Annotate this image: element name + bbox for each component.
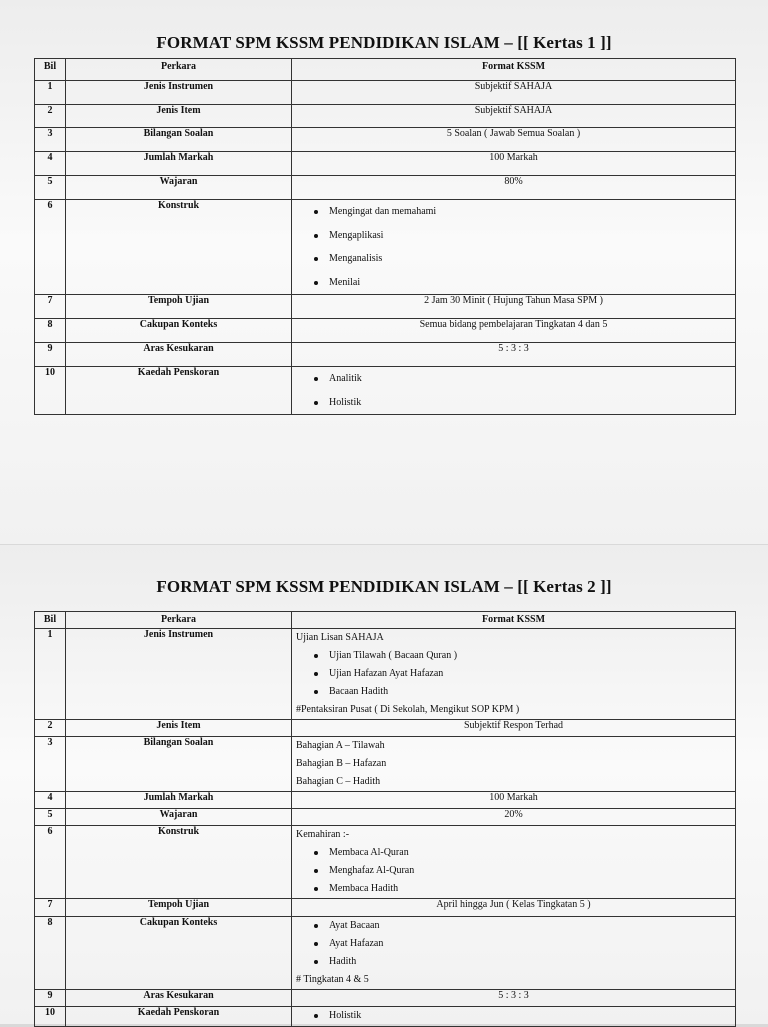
row-value: 2 Jam 30 Minit ( Hujung Tahun Masa SPM ) — [292, 295, 736, 319]
table-row — [35, 152, 736, 176]
row-item: Jenis Instrumen — [66, 629, 292, 720]
bullet-item: Menilai — [292, 271, 735, 295]
row-item: Cakupan Konteks — [66, 917, 292, 990]
row-number: 1 — [35, 81, 66, 105]
table-row — [35, 917, 736, 990]
row-value: April hingga Jun ( Kelas Tingkatan 5 ) — [292, 899, 736, 917]
header-perkara: Perkara — [66, 59, 292, 81]
bullet-item: Membaca Hadith — [292, 880, 735, 898]
bullet-item: Mengaplikasi — [292, 224, 735, 248]
row-item: Aras Kesukaran — [66, 343, 292, 367]
bullet-list — [292, 844, 735, 898]
header-bil: Bil — [35, 59, 66, 81]
row-item: Cakupan Konteks — [66, 319, 292, 343]
bullet-item: Holistik — [292, 1007, 735, 1025]
row-value: Subjektif SAHAJA — [292, 81, 736, 105]
row-number: 7 — [35, 295, 66, 319]
row-item: Kaedah Penskoran — [66, 367, 292, 415]
row-value: 5 Soalan ( Jawab Semua Soalan ) — [292, 128, 736, 152]
row-item: Bilangan Soalan — [66, 737, 292, 792]
row-number: 4 — [35, 152, 66, 176]
value-line: Ujian Lisan SAHAJA — [296, 632, 384, 643]
row-item: Jumlah Markah — [66, 792, 292, 809]
row-item: Wajaran — [66, 809, 292, 826]
table-row — [35, 826, 736, 899]
row-value — [292, 917, 736, 990]
table-row — [35, 809, 736, 826]
row-number: 7 — [35, 899, 66, 917]
row-number: 10 — [35, 1007, 66, 1027]
row-value — [292, 367, 736, 415]
table-row — [35, 295, 736, 319]
row-item: Jenis Instrumen — [66, 81, 292, 105]
row-number: 4 — [35, 792, 66, 809]
row-item: Bilangan Soalan — [66, 128, 292, 152]
header-perkara: Perkara — [66, 612, 292, 629]
row-item: Tempoh Ujian — [66, 295, 292, 319]
row-number: 3 — [35, 737, 66, 792]
row-item: Wajaran — [66, 176, 292, 200]
row-item: Jenis Item — [66, 720, 292, 737]
value-line: # Tingkatan 4 & 5 — [296, 974, 369, 985]
row-item: Konstruk — [66, 826, 292, 899]
value-line: Bahagian C – Hadith — [296, 776, 381, 787]
value-line: Bahagian B – Hafazan — [296, 758, 387, 769]
bullet-item: Menganalisis — [292, 247, 735, 271]
row-number: 6 — [35, 826, 66, 899]
table-header-row — [35, 612, 736, 629]
bullet-list — [292, 647, 735, 701]
table-row — [35, 319, 736, 343]
table-header-row — [35, 59, 736, 81]
value-line: Kemahiran :- — [296, 829, 350, 840]
row-value: Subjektif Respon Terhad — [292, 720, 736, 737]
row-number: 2 — [35, 720, 66, 737]
row-number: 5 — [35, 809, 66, 826]
row-value: 100 Markah — [292, 152, 736, 176]
bullet-item: Hadith — [292, 953, 735, 971]
table-row — [35, 792, 736, 809]
row-item: Jumlah Markah — [66, 152, 292, 176]
row-item: Konstruk — [66, 200, 292, 295]
table-row — [35, 899, 736, 917]
page-title: FORMAT SPM KSSM PENDIDIKAN ISLAM – [[ Kertas 1 ]] — [156, 33, 612, 52]
bullet-list — [292, 917, 735, 971]
bullet-item: Bacaan Hadith — [292, 683, 735, 701]
row-value: 20% — [292, 809, 736, 826]
bullet-item: Ayat Bacaan — [292, 917, 735, 935]
table-row — [35, 629, 736, 720]
row-number: 9 — [35, 343, 66, 367]
page-kertas-2 — [0, 545, 768, 1024]
row-value — [292, 200, 736, 295]
table-row — [35, 128, 736, 152]
header-format: Format KSSM — [292, 612, 736, 629]
row-value: 5 : 3 : 3 — [292, 343, 736, 367]
table-row — [35, 176, 736, 200]
bullet-item: Mengingat dan memahami — [292, 200, 735, 224]
bullet-item: Membaca Al-Quran — [292, 844, 735, 862]
bullet-item: Analitik — [292, 367, 735, 391]
table-row — [35, 200, 736, 295]
row-number: 8 — [35, 319, 66, 343]
page-title: FORMAT SPM KSSM PENDIDIKAN ISLAM – [[ Kertas 2 ]] — [156, 577, 612, 596]
row-number: 6 — [35, 200, 66, 295]
bullet-item: Ujian Tilawah ( Bacaan Quran ) — [292, 647, 735, 665]
bullet-list — [292, 200, 735, 294]
row-number: 5 — [35, 176, 66, 200]
row-value: Semua bidang pembelajaran Tingkatan 4 dan 5 — [292, 319, 736, 343]
row-item: Kaedah Penskoran — [66, 1007, 292, 1027]
value-line: #Pentaksiran Pusat ( Di Sekolah, Mengikut SOP KPM ) — [296, 704, 520, 715]
row-number: 8 — [35, 917, 66, 990]
table-row — [35, 367, 736, 415]
table-row — [35, 343, 736, 367]
bullet-item: Menghafaz Al-Quran — [292, 862, 735, 880]
bullet-item: Ujian Hafazan Ayat Hafazan — [292, 665, 735, 683]
table-row — [35, 737, 736, 792]
table-row — [35, 105, 736, 128]
row-number: 1 — [35, 629, 66, 720]
row-item: Tempoh Ujian — [66, 899, 292, 917]
bullet-list — [292, 367, 735, 414]
row-value: 80% — [292, 176, 736, 200]
row-value: 100 Markah — [292, 792, 736, 809]
bullet-item: Holistik — [292, 391, 735, 415]
row-item: Jenis Item — [66, 105, 292, 128]
row-number: 10 — [35, 367, 66, 415]
format-table-kertas-1 — [34, 58, 736, 415]
row-value — [292, 629, 736, 720]
row-number: 3 — [35, 128, 66, 152]
row-value — [292, 826, 736, 899]
header-bil: Bil — [35, 612, 66, 629]
header-format: Format KSSM — [292, 59, 736, 81]
table-row — [35, 990, 736, 1007]
bullet-item: Ayat Hafazan — [292, 935, 735, 953]
row-value: 5 : 3 : 3 — [292, 990, 736, 1007]
row-value: Subjektif SAHAJA — [292, 105, 736, 128]
table-row — [35, 81, 736, 105]
row-number: 2 — [35, 105, 66, 128]
row-number: 9 — [35, 990, 66, 1007]
format-table-kertas-2 — [34, 611, 736, 1027]
row-item: Aras Kesukaran — [66, 990, 292, 1007]
value-line: Bahagian A – Tilawah — [296, 740, 385, 751]
table-row — [35, 720, 736, 737]
bullet-list — [292, 1007, 735, 1025]
row-value — [292, 737, 736, 792]
